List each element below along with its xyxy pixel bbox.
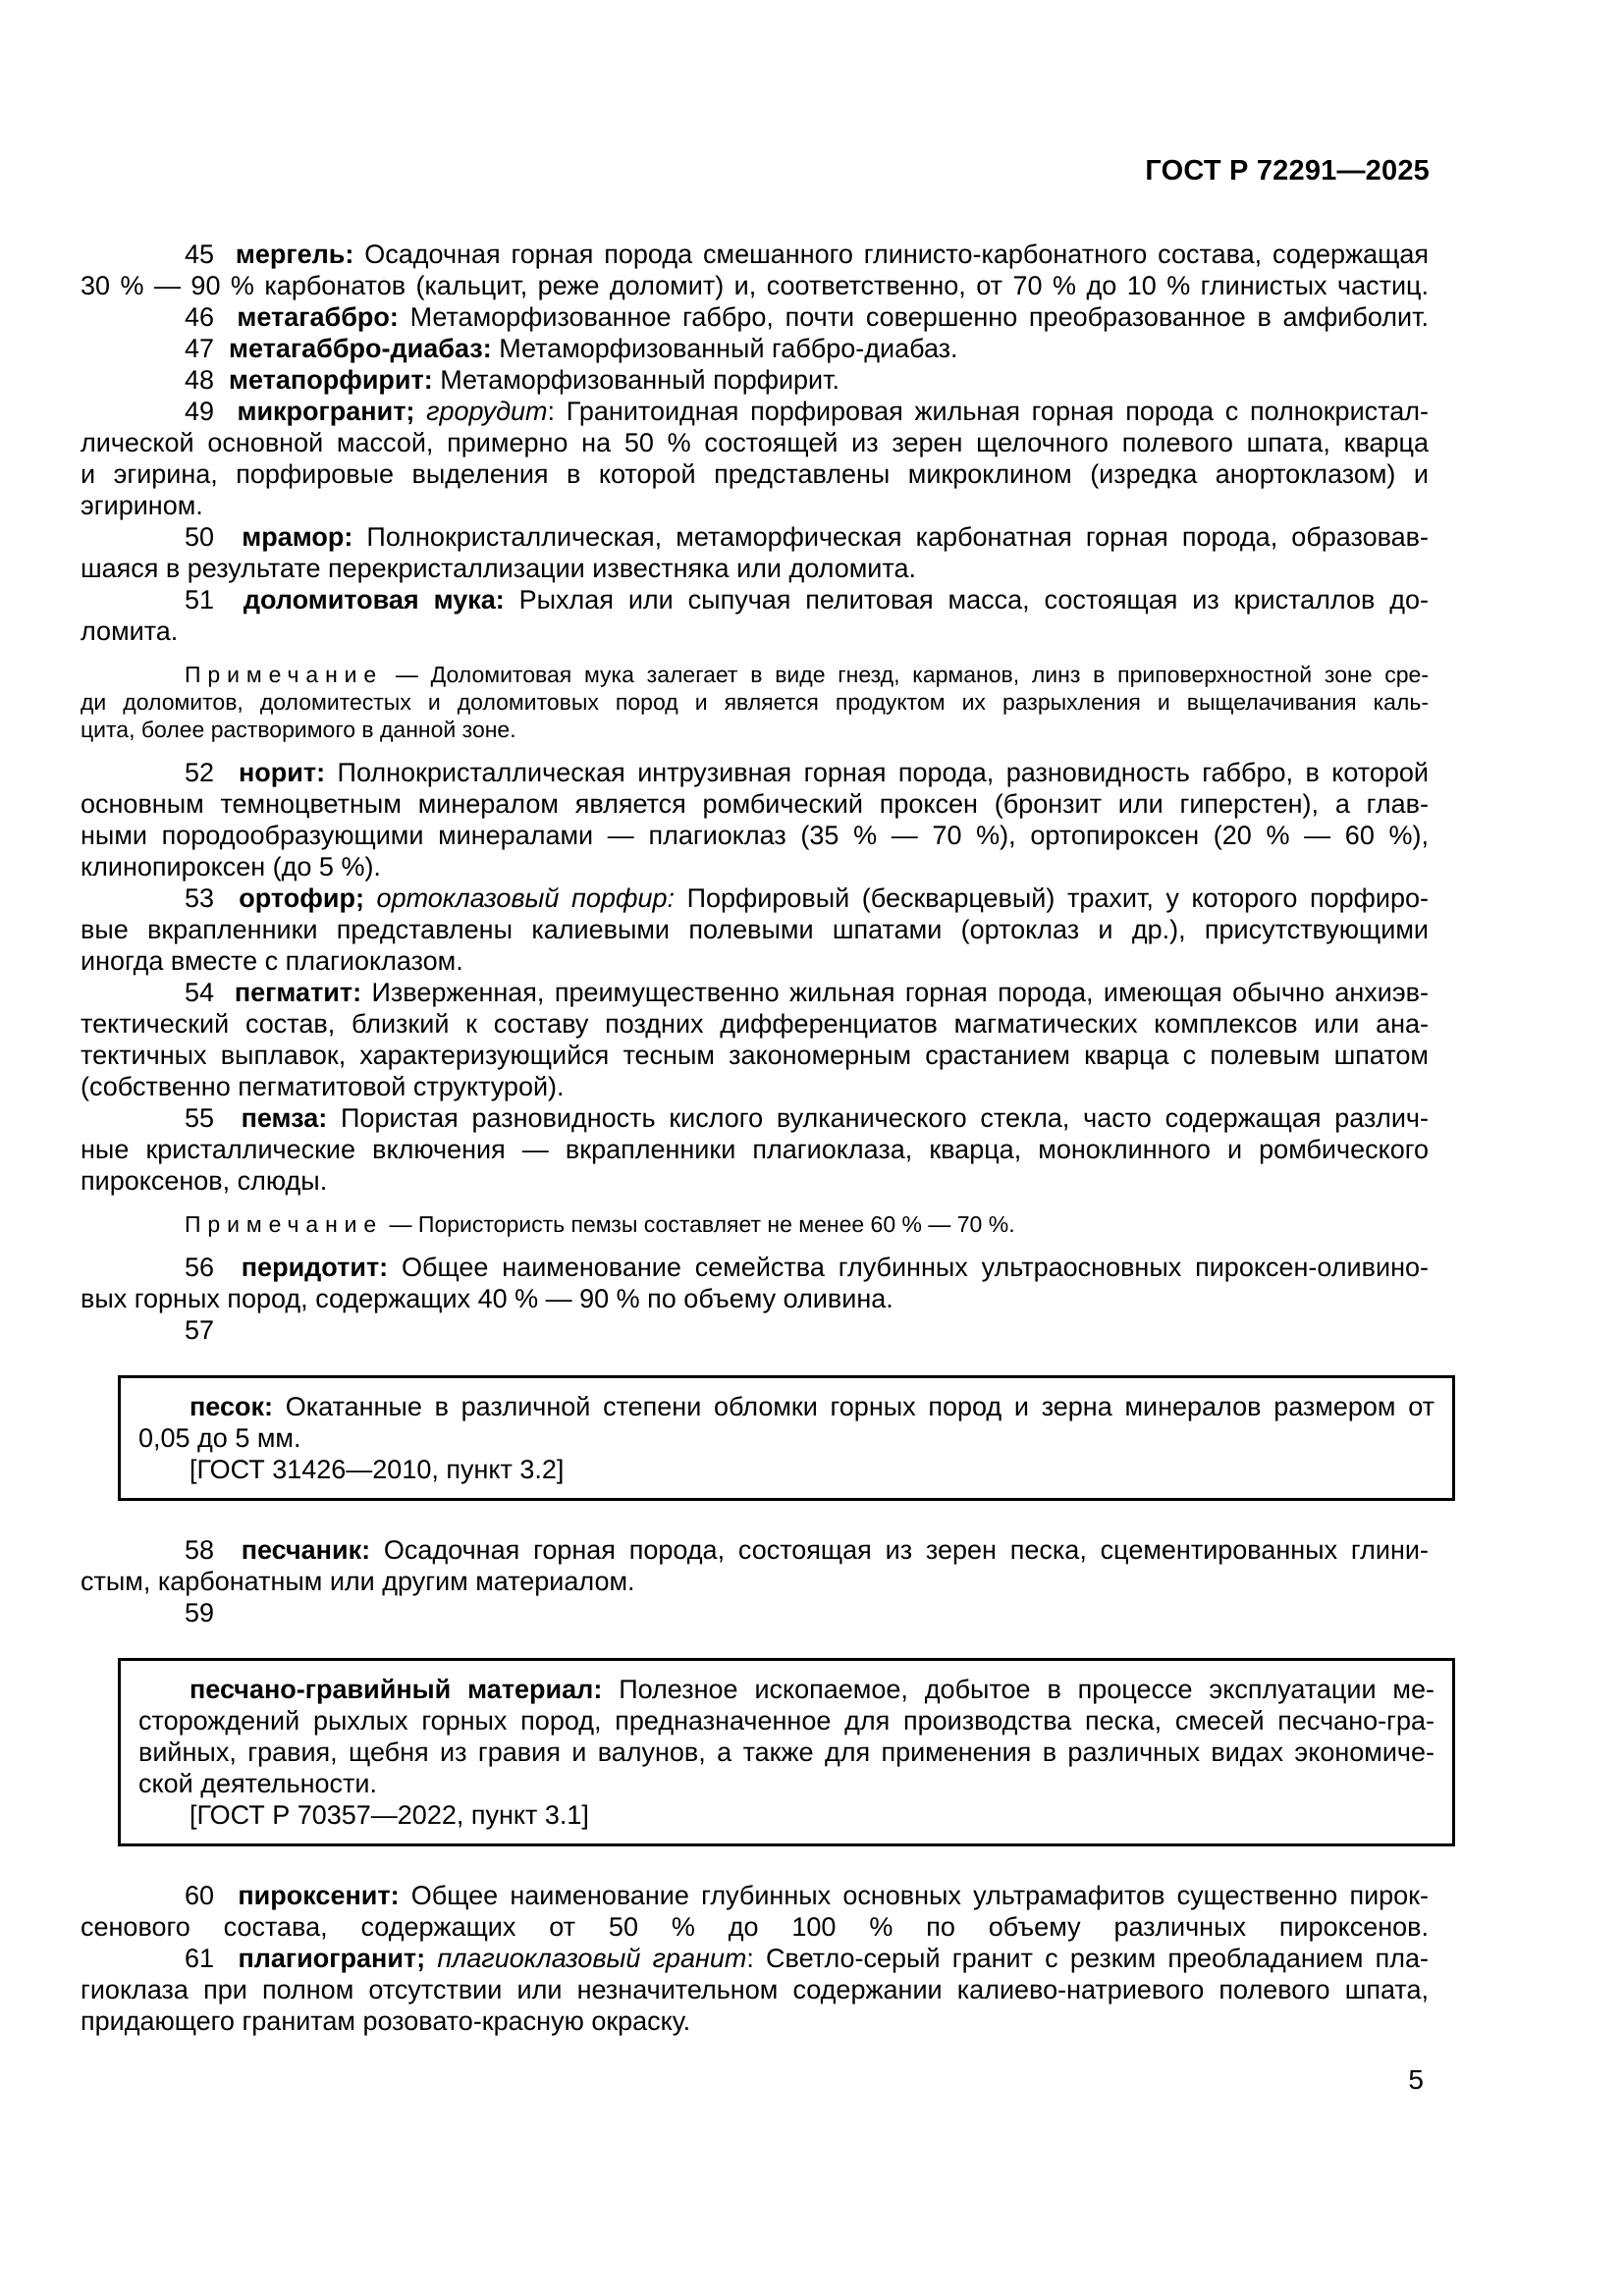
text-line (81, 1165, 1429, 1197)
text-line (81, 584, 1429, 615)
text-run: плагиогранит; (238, 1944, 426, 1973)
text-line (81, 333, 1429, 364)
text-run: 46 (185, 302, 238, 332)
text-line (81, 1102, 1429, 1134)
text-run: Метаморфизованный порфирит. (432, 365, 840, 395)
term-55-pemza (81, 1102, 1429, 1197)
text-line (81, 1974, 1429, 2005)
text-run: 61 (185, 1944, 239, 1973)
text-run: вийных, гравия, щебня из гравия и валунов, а также для применения в различных видах экономиче- (138, 1737, 1435, 1767)
text-run: Порфировый (бескварцевый) трахит, у которого порфиро- (675, 883, 1429, 913)
text-run: песчаник: (241, 1535, 371, 1565)
text-run: норит: (238, 758, 326, 787)
term-54-pegmatit (81, 977, 1429, 1102)
text-run: 51 (185, 585, 244, 614)
term-51-dolomitovaya-muka (81, 584, 1429, 647)
term-56-peridotit (81, 1252, 1429, 1314)
term-53-ortofir (81, 882, 1429, 977)
text-run: 60 (185, 1881, 239, 1910)
text-run: Рыхлая или сыпучая пелитовая масса, состоящая из кристаллов до- (504, 585, 1429, 614)
text-run: метагаббро: (237, 302, 399, 332)
text-line (138, 1422, 1435, 1454)
note-dolomitovaya-muka (81, 661, 1429, 743)
text-line (81, 1040, 1429, 1071)
text-line (81, 688, 1429, 716)
text-run: лической основной массой, примерно на 50 % состоящей из зерен щелочного полевого шпата, кварца (81, 428, 1429, 457)
text-run: ными породообразующими минералами — плагиоклаз (35 % — 70 %), ортопироксен (20 % — 60 %), (81, 821, 1429, 850)
text-run: Осадочная горная порода смешанного глинисто-карбонатного состава, содержащая (353, 240, 1429, 269)
text-run: Осадочная горная порода, состоящая из зерен песка, сцементированных глини- (370, 1535, 1429, 1565)
text-line (81, 914, 1429, 945)
text-line (81, 1210, 1429, 1238)
text-line (81, 661, 1429, 688)
standalone-number-59 (81, 1597, 1429, 1629)
text-run: Полнокристаллическая интрузивная горная порода, разновидность габбро, в которой (325, 758, 1429, 787)
text-line (81, 301, 1429, 333)
text-run: Полезное ископаемое, добытое в процессе эксплуатации ме- (602, 1675, 1435, 1704)
text-run: [ГОСТ 31426—2010, пункт 3.2] (189, 1455, 565, 1484)
text-line (81, 364, 1429, 396)
text-run: тектичных выплавок, характеризующийся тесным закономерным срастанием кварца с полевым шпатом (81, 1041, 1429, 1070)
text-line (81, 1008, 1429, 1040)
text-line (81, 945, 1429, 977)
text-run: пироксенов, слюды. (81, 1166, 328, 1196)
text-run: : Гранитоидная порфировая жильная горная порода с полнокристал- (547, 397, 1429, 426)
text-run: грорудит (426, 397, 548, 426)
text-line (81, 1943, 1429, 1974)
text-line (81, 521, 1429, 553)
text-run (364, 883, 377, 913)
text-run: ди доломитов, доломитестых и доломитовых пород и является продуктом их разрыхления и выщелачивания каль- (81, 689, 1429, 715)
text-run: перидотит: (241, 1253, 389, 1282)
text-run: ломита. (81, 616, 179, 646)
standalone-number-57 (81, 1314, 1429, 1346)
text-line (81, 458, 1429, 490)
text-line (138, 1454, 1435, 1485)
text-line (81, 788, 1429, 820)
text-run: Общее наименование семейства глубинных ультраосновных пироксен-оливино- (388, 1253, 1429, 1282)
text-run: 0,05 до 5 мм. (138, 1423, 301, 1453)
text-run: гиоклаза при полном отсутствии или незначительном содержании калиево-натриевого полевого шпата, (81, 1975, 1429, 2004)
text-run: цита, более растворимого в данной зоне. (81, 717, 516, 742)
text-run: придающего гранитам розовато-красную окраску. (81, 2006, 691, 2036)
text-run: 52 (185, 758, 239, 787)
term-box-peschano-graviyny-material (118, 1658, 1455, 1846)
term-45-mergel (81, 239, 1429, 301)
term-60-piroksenit (81, 1880, 1429, 1943)
text-run: 45 (185, 240, 236, 269)
text-line (81, 270, 1429, 301)
page-number: 5 (1408, 2064, 1424, 2095)
text-run: и эгирина, порфировые выделения в которой представлены микроклином (изредка анортоклазом) и (81, 459, 1429, 489)
text-run: сторождений рыхлых горных пород, предназначенное для производства песка, смесей песчано-гра- (138, 1706, 1435, 1735)
note-pemza (81, 1210, 1429, 1238)
text-run: 48 (185, 365, 230, 395)
text-run: Метаморфизованное габбро, почти совершенно преобразованное в амфиболит. (398, 302, 1429, 332)
text-line (81, 1911, 1429, 1943)
text-run: эгирином. (81, 491, 203, 520)
document-code: ГОСТ Р 72291—2025 (1145, 155, 1430, 187)
text-run: Изверженная, преимущественно жильная горная порода, имеющая обычно анхиэв- (361, 978, 1429, 1007)
term-47-metagabbro-diabaz (81, 333, 1429, 364)
text-run: ортофир; (239, 883, 364, 913)
text-line (81, 396, 1429, 427)
term-52-norit (81, 757, 1429, 882)
text-run: микрогранит; (237, 397, 415, 426)
text-run: Пористая разновидность кислого вулканического стекла, часто содержащая различ- (327, 1103, 1429, 1133)
term-48-metaporfirit (81, 364, 1429, 396)
text-line (81, 757, 1429, 788)
text-line (81, 1597, 1429, 1629)
text-run: основным темноцветным минералом является ромбический проксен (бронзит или гиперстен), а глав- (81, 789, 1429, 819)
text-run: вые вкрапленники представлены калиевыми полевыми шпатами (ортоклаз и др.), присутствующими (81, 915, 1429, 944)
text-run: ской деятельности. (138, 1769, 377, 1798)
text-line (81, 2005, 1429, 2037)
text-run: Общее наименование глубинных основных ультрамафитов существенно пирок- (399, 1881, 1429, 1910)
text-run: — Доломитовая мука залегает в виде гнезд, карманов, линз в приповерхностной зоне сре- (383, 662, 1429, 687)
text-line (81, 1534, 1429, 1566)
text-line (81, 490, 1429, 521)
text-run: ные кристаллические включения — вкрапленники плагиоклаза, кварца, моноклинного и ромбического (81, 1135, 1429, 1164)
text-run: пироксенит: (238, 1881, 400, 1910)
text-run: : Светло-серый гранит с резким преобладанием пла- (746, 1944, 1429, 1973)
text-line (138, 1705, 1435, 1736)
text-line (81, 1071, 1429, 1102)
text-line (81, 239, 1429, 270)
term-46-metagabbro (81, 301, 1429, 333)
text-run: 57 (185, 1315, 215, 1345)
text-line (81, 553, 1429, 584)
text-run: песок: (189, 1392, 273, 1421)
text-run: [ГОСТ Р 70357—2022, пункт 3.1] (189, 1800, 589, 1830)
text-run: 55 (185, 1103, 242, 1133)
text-run: 59 (185, 1598, 215, 1628)
text-line (138, 1391, 1435, 1422)
text-line (81, 615, 1429, 647)
text-run: 53 (185, 883, 240, 913)
text-run: доломитовая мука: (243, 585, 505, 614)
text-run: 30 % — 90 % карбонатов (кальцит, реже доломит) и, соответственно, от 70 % до 10 % глинистых частиц. (81, 271, 1429, 300)
text-line (81, 820, 1429, 851)
text-run: клинопироксен (до 5 %). (81, 852, 381, 881)
text-run: Полнокристаллическая, метаморфическая карбонатная горная порода, образовав- (352, 522, 1429, 552)
text-run: пегматит: (234, 978, 362, 1007)
term-49-mikrogranit (81, 396, 1429, 521)
term-box-pesok (118, 1375, 1455, 1501)
text-run: Примечание (185, 662, 384, 687)
text-run: Окатанные в различной степени обломки горных пород и зерна минералов размером от (272, 1392, 1435, 1421)
text-run: сенового состава, содержащих от 50 % до 100 % по объему различных пироксенов. (81, 1912, 1429, 1942)
term-61-plagiogranit (81, 1943, 1429, 2037)
text-run: песчано-гравийный материал: (189, 1675, 603, 1704)
text-run: метагаббро-диабаз: (229, 334, 492, 363)
text-line (81, 1283, 1429, 1314)
text-run: 49 (185, 397, 238, 426)
text-run: шаяся в результате перекристаллизации известняка или доломита. (81, 554, 916, 583)
text-line (138, 1768, 1435, 1799)
text-run: 50 (185, 522, 243, 552)
text-run: 56 (185, 1253, 242, 1282)
text-run: 47 (185, 334, 230, 363)
document-body (81, 239, 1435, 2037)
text-line (81, 882, 1429, 914)
text-line (138, 1674, 1435, 1705)
text-line (81, 1314, 1429, 1346)
text-run: тектический состав, близкий к составу поздних дифференциатов магматических комплексов или ана- (81, 1009, 1429, 1039)
text-run: (собственно пегматитовой структурой). (81, 1072, 565, 1101)
text-run: иногда вместе с плагиоклазом. (81, 946, 463, 976)
text-run: 58 (185, 1535, 242, 1565)
text-run: 54 (185, 978, 235, 1007)
text-run (425, 1944, 437, 1973)
text-line (81, 977, 1429, 1008)
text-line (81, 1566, 1429, 1597)
text-run: — Пористористь пемзы составляет не менее 60 % — 70 %. (383, 1211, 1015, 1237)
text-line (81, 1134, 1429, 1165)
text-run: ортоклазовый порфир: (376, 883, 676, 913)
term-50-mramor (81, 521, 1429, 584)
text-run: мрамор: (242, 522, 353, 552)
text-line (81, 427, 1429, 458)
text-run: стым, карбонатным или другим материалом. (81, 1567, 635, 1596)
text-run: мергель: (235, 240, 354, 269)
text-run: Метаморфизованный габбро-диабаз. (491, 334, 958, 363)
text-line (81, 716, 1429, 743)
text-run: Примечание (185, 1211, 384, 1237)
text-line (81, 1252, 1429, 1283)
text-run: плагиоклазовый гранит (437, 1944, 747, 1973)
text-line (138, 1799, 1435, 1831)
text-line (138, 1736, 1435, 1768)
term-58-peschanik (81, 1534, 1429, 1597)
text-line (81, 851, 1429, 882)
text-run: пемза: (241, 1103, 328, 1133)
text-run: метапорфирит: (229, 365, 433, 395)
text-run (414, 397, 426, 426)
text-line (81, 1880, 1429, 1911)
text-run: вых горных пород, содержащих 40 % — 90 % по объему оливина. (81, 1284, 893, 1313)
